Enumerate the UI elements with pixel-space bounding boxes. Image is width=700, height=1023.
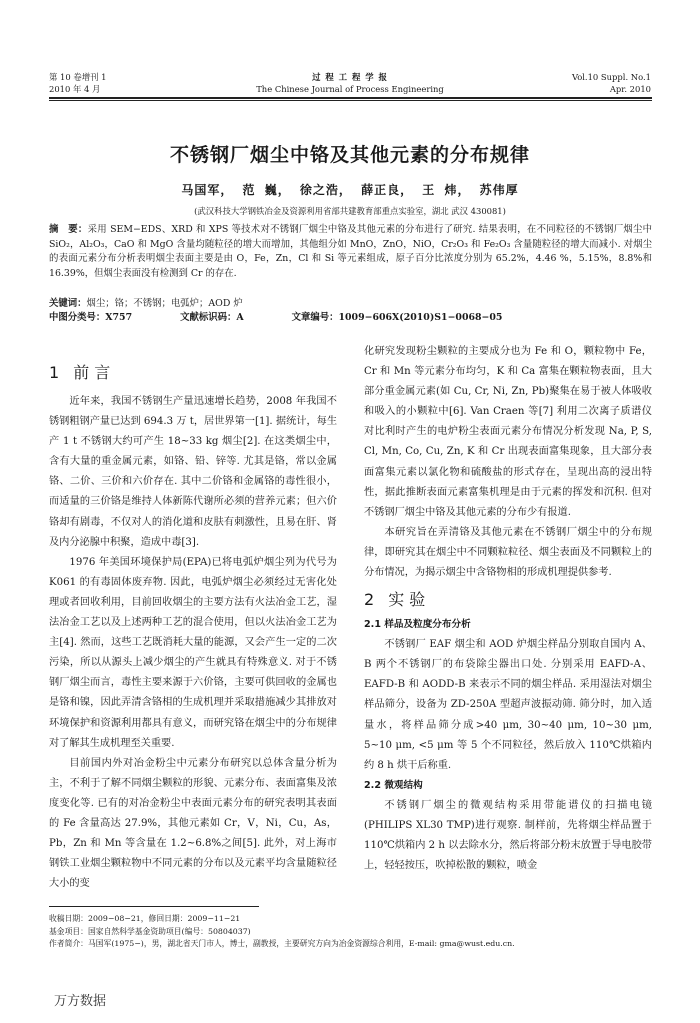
intro-paragraph-1: 近年来，我国不锈钢生产量迅速增长趋势，2008 年我国不锈钢粗钢产量已达到 694.3 万 t，居世界第一[1]. 据统计，每生产 1 t 不锈钢大约可产生 18~33 kg 烟尘[2]. 在这类烟尘中，含有大量的重金属元素，如铬、铅、锌等. 尤其是铬，常以金属铬、二价、三价和六价存在. 其中二价铬和金属铬的毒性很小，而适量的三价铬是维持人体新陈代谢所必须的营养元素；但六价铬却有剧毒，不仅对人的消化道和皮肤有刺激性，且易在肝、肾及内分泌腺中积聚，造成中毒[3]. [49,396,338,548]
keywords [49,295,652,309]
subsection-2-1-text: 不锈钢厂 EAF 烟尘和 AOD 炉烟尘样品分别取自国内 A、B 两个不锈钢厂的布袋除尘器出口处. 分别采用 EAFD-A、EAFD-B 和 AODD-B 来表示不同的烟尘样品. 采用湿法对烟尘样品筛分，设备为 ZD-250A 型超声波振动筛. 筛分时，加入适量水，将样品筛分成>40 μm, 30~40 μm, 10~30 μm, 5~10 μm, <5 μm 等 5 个不同粒径，然后放入 110℃烘箱内约 8 h 烘干后称重. [364,639,652,771]
intro-paragraph-4: 本研究旨在弄清铬及其他元素在不锈钢厂烟尘中的分布规律，即研究其在烟尘中不同颗粒粒径、烟尘表面及不同颗粒上的分布情况，为揭示烟尘中含铬物相的形成机理提供参考. [364,526,652,579]
doc-code: 文献标识码：A [180,312,244,323]
header-rule [49,97,652,99]
watermark-text: 万方数据 [54,994,107,1009]
left-column [49,362,337,894]
subsection-2-1-heading: 2.1 样品及粒度分布分析 [364,619,471,631]
article-number: 文章编号：1009−606X(2010)S1−0068−05 [291,312,503,323]
affiliation: (武汉科技大学钢铁冶金及资源利用省部共建教育部重点实验室，湖北 武汉 430081) [194,206,506,216]
journal-title-cn: 过 程 工 程 学 报 [312,72,388,82]
footnote-rule [49,906,259,907]
section-1-heading [49,362,337,384]
section-1-number: 1 [49,363,60,382]
right-column [364,342,652,876]
footnote-fund: 基金项目：国家自然科学基金资助项目(编号：50804037) [49,926,251,936]
intro-paragraph-2: 1976 年美国环境保护局(EPA)已将电弧炉烟尘列为代号为 K061 的有毒固体废弃物. 因此，电弧炉烟尘必须经过无害化处理或者回收利用，目前回收烟尘的主要方法有火法冶金工艺，湿法冶金工艺以及上述两种工艺的混合使用，但以火法冶金工艺为主[4]. 然而，这些工艺既消耗大量的能源，又会产生一定的二次污染，所以从源头上减少烟尘的产生就具有特殊意义. 对于不锈钢厂烟尘而言，毒性主要来源于六价铬，主要可供回收的金属也是铬和镍，因此弄清含铬相的生成机理并采取措施减少其排放对环境保护和资源利用都具有意义，而研究铬在烟尘中的分布规律对了解其生成机理至关重要. [49,556,337,749]
volume-en: Vol.10 Suppl. No.1 [571,72,651,82]
paper-title: 不锈钢厂烟尘中铬及其他元素的分布规律 [169,144,530,166]
authors: 马国军， 范 巍， 徐之浩， 薛正良， 王 炜， 苏伟厚 [181,183,519,197]
section-2-heading [364,589,652,611]
abstract-text: 采用 SEM−EDS、XRD 和 XPS 等技术对不锈钢厂烟尘中铬及其他元素的分布进行了研究. 结果表明，在不同粒径的不锈钢厂烟尘中 SiO₂，Al₂O₃，CaO 和 MgO 含量均随粒径的增大而增加，其他组分如 MnO，ZnO，NiO，Cr₂O₃ 和 Fe₂O₃ 含量随粒径的增大而减小. 对烟尘的表面元素分布分析表明烟尘表面主要是由 O，Fe，Zn，Cl 和 Si 等元素组成，原子百分比浓度分别为 65.2%，4.46 %，5.15%，8.8%和 16.39%，但烟尘表面没有检测到 Cr 的存在. [49,224,652,280]
footnote-author: 作者简介：马国军(1975−)，男，湖北省天门市人，博士，副教授，主要研究方向为冶金资源综合利用，E-mail: gma@wust.edu.cn. [49,939,515,948]
section-2-number: 2 [364,590,375,610]
clc-number: 中图分类号：X757 [49,312,133,323]
subsection-2-2-heading: 2.2 微观结构 [364,779,423,791]
intro-paragraph-3: 目前国内外对冶金粉尘中元素分布研究以总体含量分析为主，不利于了解不同烟尘颗粒的形貌、元素分布、表面富集及浓度变化等. 已有的对冶金粉尘中表面元素分布的研究表明其表面的 Fe 含量高达 27.9%，其他元素如 Cr，V，Ni，Cu，As，Pb，Zn 和 Mn 等含量在 1.2~6.8%之间[5]. 此外，对上海市钢铁工业烟尘颗粒物中不同元素的分布以及元素平均含量随粒径大小的变 [49,757,337,890]
section-2-title: 实 验 [388,590,426,610]
classification [49,309,652,323]
keywords-text: 烟尘；铬；不锈钢；电弧炉；AOD 炉 [86,298,243,309]
journal-title-en: The Chinese Journal of Process Engineering [256,84,444,94]
volume-cn: 第 10 卷增刊 1 [49,72,107,82]
footnotes [49,913,652,951]
header-rule-thin [49,100,652,101]
footnote-received: 收稿日期：2009−08−21，修回日期：2009−11−21 [49,914,241,923]
keywords-label: 关键词： [49,298,87,309]
subsection-2-2-text: 不锈钢厂烟尘的微观结构采用带能谱仪的扫描电镜(PHILIPS XL30 TMP)进行观察. 制样前，先将烟尘样品置于 110℃烘箱内 2 h 以去除水分，然后将部分粉末放置于导电胶带上，轻轻按压，吹掉松散的颗粒，喷金 [364,799,652,872]
abstract-label: 摘 要： [49,224,88,235]
date-en: Apr. 2010 [609,84,651,94]
date-cn: 2010 年 4 月 [49,84,101,94]
intro-paragraph-cont: 化研究发现粉尘颗粒的主要成分也为 Fe 和 O，颗粒物中 Fe，Cr 和 Mn 等元素分布均匀，K 和 Ca 富集在颗粒物表面，且大部分重金属元素(如 Cu, Cr, Ni, Zn, Pb)聚集在易于被人体吸收和吸入的小颗粒中[6]. Van Craen 等[7] 利用二次离子质谱仪对比利时产生的电炉粉尘表面元素分布情况分析发现 Na, P, S, Cl, Mn, Co, Cu, Zn, K 和 Cr 出现表面富集现象，且大部分表面富集元素以氯化物和硫酸盐的形式存在，呈现出高的浸出特性，据此推断表面元素富集机理是由于元素的挥发和沉积. 但对不锈钢厂烟尘中铬及其他元素的分布少有报道. [364,346,652,518]
abstract [49,223,652,282]
section-1-title: 前 言 [73,363,111,382]
